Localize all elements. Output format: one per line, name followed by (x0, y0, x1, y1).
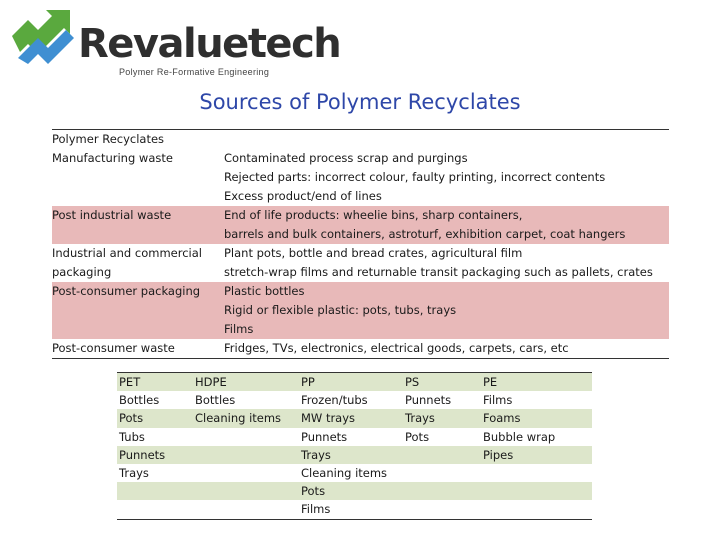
resin-cell: Pipes (483, 447, 514, 462)
revaluetech-logo (8, 4, 341, 84)
source-row-post-consumer-packaging (52, 282, 669, 339)
resin-cell: Trays (119, 465, 149, 480)
source-detail: Excess product/end of lines (224, 189, 382, 203)
resin-column-header: PP (301, 375, 315, 389)
resin-cell: Cleaning items (195, 411, 282, 426)
resin-cell: Tubs (119, 429, 145, 444)
resin-cell: Films (301, 502, 331, 517)
source-detail: Rejected parts: incorrect colour, faulty printing, incorrect contents (224, 170, 606, 184)
source-category: Industrial and commercial (52, 246, 202, 260)
source-detail: Fridges, TVs, electronics, electrical goods, carpets, cars, etc (224, 341, 569, 355)
sources-header-row (52, 130, 669, 149)
source-row-post-consumer-waste (52, 339, 669, 358)
source-category: packaging (52, 265, 112, 279)
resin-table (117, 372, 592, 520)
source-category: Post industrial waste (52, 208, 172, 222)
source-detail: barrels and bulk containers, astroturf, exhibition carpet, coat hangers (224, 227, 626, 241)
resin-row (117, 428, 592, 446)
resin-row (117, 500, 592, 518)
resin-row (117, 391, 592, 409)
resin-cell: Punnets (405, 393, 452, 408)
source-detail: Films (224, 322, 254, 336)
resin-row (117, 409, 592, 427)
resin-column-header: PE (483, 375, 498, 389)
recycle-arrows-icon (8, 6, 80, 68)
source-detail: Rigid or flexible plastic: pots, tubs, trays (224, 303, 457, 317)
resin-row (117, 464, 592, 482)
resin-cell: Pots (119, 411, 144, 426)
resin-cell: Punnets (119, 447, 166, 462)
resin-cell: Bottles (195, 393, 236, 408)
source-detail: stretch-wrap films and returnable transit packaging such as pallets, crates (224, 265, 653, 279)
source-detail: End of life products: wheelie bins, sharp containers, (224, 208, 523, 222)
resin-cell: Frozen/tubs (301, 393, 368, 408)
resin-cell: Bubble wrap (483, 429, 556, 444)
resin-column-header: PS (405, 375, 420, 389)
resin-cell: MW trays (301, 411, 356, 426)
resin-cell: Cleaning items (301, 465, 388, 480)
source-row-post-industrial (52, 206, 669, 244)
resin-cell: Pots (405, 429, 430, 444)
sources-table (52, 129, 669, 359)
resin-cell: Trays (405, 411, 435, 426)
source-category: Manufacturing waste (52, 151, 173, 165)
resin-cell: Bottles (119, 393, 160, 408)
resin-cell: Foams (483, 411, 521, 426)
page-title: Sources of Polymer Recyclates (199, 90, 521, 114)
logo-wordmark: Revaluetech (78, 21, 341, 67)
source-detail: Plastic bottles (224, 284, 305, 298)
source-row-manufacturing (52, 149, 669, 206)
resin-row (117, 446, 592, 464)
resin-cell: Pots (301, 484, 326, 499)
resin-cell: Punnets (301, 429, 348, 444)
source-category: Post-consumer waste (52, 341, 175, 355)
logo-tagline: Polymer Re-Formative Engineering (119, 67, 270, 77)
resin-header-row (117, 373, 592, 391)
sources-header: Polymer Recyclates (52, 132, 165, 146)
resin-column-header: HDPE (195, 375, 227, 389)
resin-column-header: PET (119, 375, 141, 389)
resin-row (117, 482, 592, 500)
resin-cell: Trays (301, 447, 331, 462)
resin-cell: Films (483, 393, 513, 408)
source-detail: Plant pots, bottle and bread crates, agricultural film (224, 246, 523, 260)
source-detail: Contaminated process scrap and purgings (224, 151, 468, 165)
source-category: Post-consumer packaging (52, 284, 201, 298)
source-row-industrial-commercial (52, 244, 669, 282)
